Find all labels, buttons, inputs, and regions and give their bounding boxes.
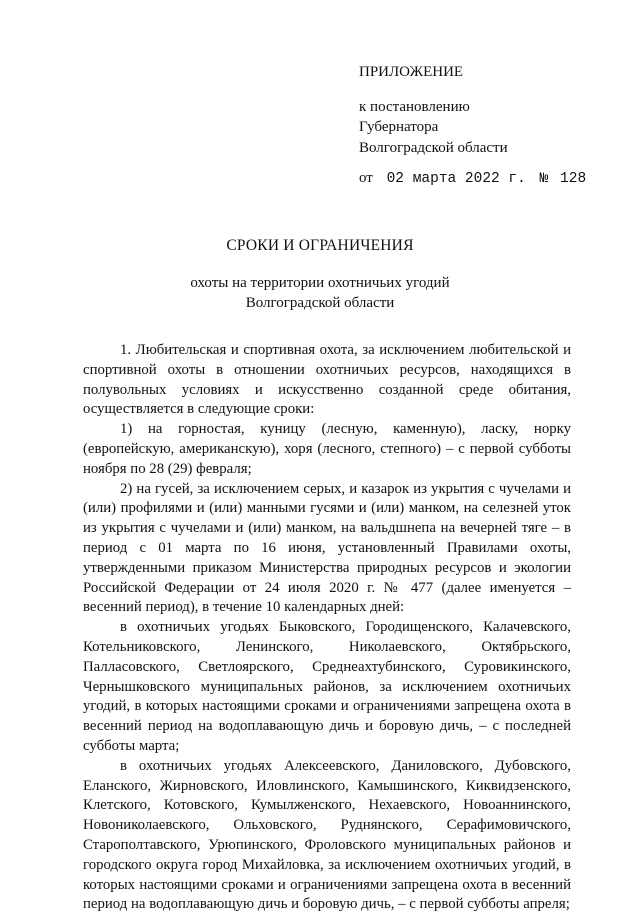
appendix-line-3: Волгоградской области [359, 139, 508, 156]
subtitle-line-2: Волгоградской области [245, 295, 395, 311]
paragraph: 2) на гусей, за исключением серых, и казарок из укрытия с чучелами и (или) профилями и (или) манными гусями и (или) манком, на селезней уток из укрытия с чучелами и (или) манком, на вальдшнепа на вечерней тяге – в период с 01 марта по 16 июня, установленный Правилами охоты, утвержденными приказом Министерства природных ресурсов и экологии Российской Федерации от 24 июля 2020 г. № 477 (далее именуется – весенний период), в течение 10 календарных дней: [83, 480, 571, 616]
document-subtitle [0, 273, 640, 313]
document-body [83, 341, 571, 915]
appendix-line-2: Губернатора [359, 119, 439, 135]
subtitle-line-1: охоты на территории охотничьих угодий [190, 275, 450, 291]
number-sign: № [539, 171, 549, 187]
appendix-date-row [359, 168, 586, 190]
date-prefix: от [359, 170, 373, 186]
document-title: СРОКИ И ОГРАНИЧЕНИЯ [226, 237, 414, 254]
appendix-heading: ПРИЛОЖЕНИЕ [359, 64, 464, 80]
paragraph: в охотничьих угодьях Быковского, Городищенского, Калачевского, Котельниковского, Ленинского, Николаевского, Октябрьского, Палласовского, Светлоярского, Среднеахтубинского, Суровикинского, Чернышковского муниципальных районов, за исключением охотничьих угодий, в которых настоящими сроками и ограничениями запрещена охота в весенний период на водоплавающую дичь и боровую дичь, – с последней субботы марта; [83, 619, 571, 754]
decree-number: 128 [560, 171, 587, 187]
paragraph: 1) на горностая, куницу (лесную, каменную), ласку, норку (европейскую, американскую), хоря (лесного, степного) – с первой субботы ноября по 28 (29) февраля; [83, 421, 571, 477]
decree-date: 02 марта 2022 г. [386, 171, 526, 187]
paragraph: 1. Любительская и спортивная охота, за исключением любительской и спортивной охоты в отношении охотничьих ресурсов, находящихся в полувольных условиях и искусственно созданной среде обитания, осуществляется в следующие сроки: [83, 342, 571, 418]
appendix-line-1: к постановлению [359, 98, 470, 115]
appendix-block [359, 62, 586, 190]
paragraph: в охотничьих угодьях Алексеевского, Даниловского, Дубовского, Еланского, Жирновского, Иловлинского, Камышинского, Киквидзенского, Клетского, Котовского, Кумылженского, Нехаевского, Новоаннинского, Новониколаевского, Ольховского, Руднянского, Серафимовичского, Старополтавского, Урюпинского, Фроловского муниципальных районов и городского округа город Михайловка, за исключением охотничьих угодий, в которых настоящими сроками и ограничениями запрещена охота в весенний период на водоплавающую дичь и боровую дичь, – с первой субботы апреля; [83, 757, 571, 913]
